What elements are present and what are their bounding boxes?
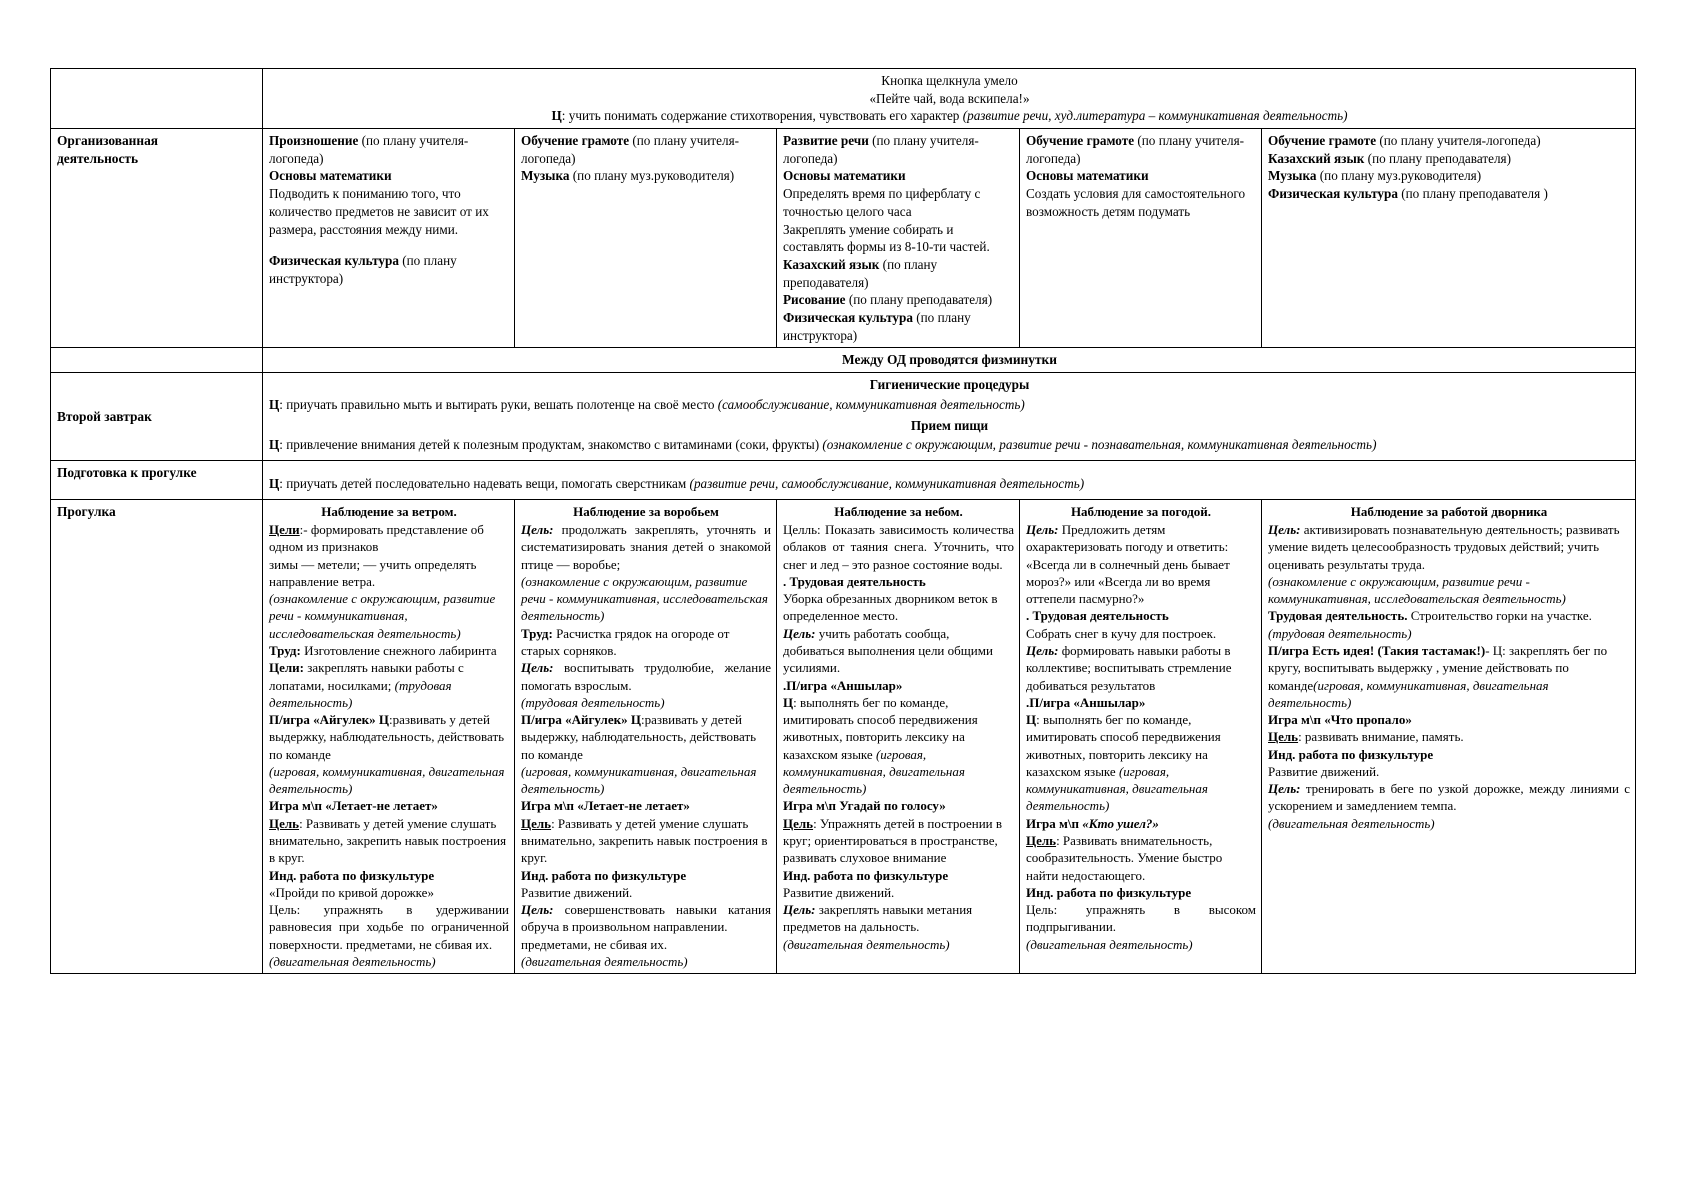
walk-block-italic: (двигательная деятельность)	[269, 954, 436, 970]
walk-block-italic-tail: (игровая, коммуникативная, двигательная деятельность)	[783, 746, 965, 797]
observation-heading: Наблюдение за работой дворника	[1350, 503, 1548, 519]
hygiene-goal-italic: (самообслуживание, коммуникативная деятельность)	[717, 396, 1025, 412]
walk-block-lead: Цель:	[1026, 642, 1059, 658]
walk-block	[1026, 884, 1256, 901]
goal-italic: (развитие речи, худ.литература – коммуникативная деятельность)	[962, 108, 1348, 124]
activity-item-title: Казахский язык	[783, 256, 880, 272]
walk-block-lead: Трудовая деятельность.	[1268, 608, 1408, 624]
fizminutki-empty-cell	[51, 348, 263, 373]
activity-item-title: Музыка	[1268, 168, 1317, 184]
walk-block-italic: (ознакомление с окружающим, развитие речи - коммуникативная, исследовательская деятельность)	[269, 591, 496, 641]
walk-block-lead: Цель:	[521, 660, 554, 676]
activity-item	[269, 185, 509, 238]
walk-block-text: Развитие движений.	[783, 884, 895, 900]
walk-prep-row	[51, 461, 1636, 500]
walk-block-text: Изготовление снежного лабиринта	[300, 642, 497, 658]
activity-item-title: Рисование	[783, 292, 846, 308]
walk-block	[521, 659, 771, 694]
walk-block	[269, 711, 509, 763]
walk-block	[521, 625, 771, 660]
walk-block	[269, 521, 509, 556]
walk-block	[1026, 694, 1256, 711]
walk-block	[521, 884, 771, 901]
oa-col-1	[263, 129, 515, 348]
walk-block-text: Цель: упражнять в удерживании равновесия при ходьбе по ограниченной поверхности. предметами, не сбивая их.	[269, 902, 509, 952]
walk-block-lead: Игра м\п	[1026, 815, 1083, 831]
walk-block-italic: (двигательная деятельность)	[1268, 815, 1435, 831]
activity-item-title: Основы математики	[1026, 168, 1149, 184]
walk-block	[269, 797, 509, 814]
walk-block	[1268, 728, 1630, 745]
observation-heading: Наблюдение за воробьем	[573, 503, 719, 519]
walk-block-lead: Игра м\п Угадай по голосу»	[783, 798, 946, 814]
walk-block-text: : выполнять бег по команде, имитировать способ передвижения животных, повторить лексику на казахском языке	[1026, 712, 1221, 779]
activity-item-title: Казахский язык	[1268, 150, 1365, 166]
walk-block	[1268, 763, 1630, 780]
walk-block-text: Развитие движений.	[1268, 763, 1380, 779]
row-label-line-1: Организованная	[57, 133, 159, 149]
walk-block	[521, 901, 771, 936]
activity-item	[269, 132, 509, 167]
walk-block-text: закреплять навыки работы с лопатами, носилками;	[269, 660, 464, 693]
walk-block-text: Целль: Показать зависимость количества облаков от таяния снега. Уточнить, что снег и лед – это разное состояние воды.	[783, 521, 1014, 572]
walk-block-lead: П/игра «Айгулек» Ц	[269, 712, 389, 728]
walk-block	[1268, 815, 1630, 832]
meal-goal-prefix: Ц	[269, 437, 280, 453]
activity-item-title: Физическая культура	[783, 309, 913, 325]
organized-activity-row	[51, 129, 1636, 348]
meal-goal	[269, 436, 1630, 454]
activity-item-title: Физическая культура	[1268, 186, 1398, 202]
walk-block	[1268, 711, 1630, 728]
walk-block-text: :развивать у детей выдержку, наблюдательность, действовать по команде	[521, 712, 757, 762]
walk-block-text: :- формировать представление об одном из признаков	[269, 521, 484, 555]
walk-block-text: : развивать внимание, память.	[1298, 729, 1464, 745]
oa-col-5	[1262, 129, 1636, 348]
poem-header-empty-cell	[51, 69, 263, 129]
activity-item	[783, 167, 1014, 185]
walk-block-italic-tail: (игровая, коммуникативная, двигательная деятельность)	[1026, 763, 1208, 814]
activity-item-title: Основы математики	[269, 168, 392, 184]
walk-block	[783, 884, 1014, 901]
poem-line-2: «Пейте чай, вода вскипела!»	[869, 90, 1030, 106]
walk-block	[783, 867, 1014, 884]
walk-block-text: предметами, не сбивая их.	[521, 936, 668, 952]
walk-block-text: «Пройди по кривой дорожке»	[269, 884, 434, 900]
row-label-organized-activity	[51, 129, 263, 348]
activity-item-detail: (по плану преподавателя )	[1397, 186, 1548, 202]
walk-block-lead: Игра м\п «Что пропало»	[1268, 712, 1412, 728]
walk-block	[1268, 780, 1630, 815]
walk-block	[1026, 832, 1256, 884]
walk-block-lead: Цель:	[1268, 781, 1301, 797]
walk-block-text: формировать навыки работы в коллективе; воспитывать стремление добиваться результатов	[1026, 642, 1232, 693]
walk-block-italic-tail: (игровая, коммуникативная, двигательная деятельность)	[1268, 677, 1549, 710]
observation-heading: Наблюдение за ветром.	[321, 503, 457, 519]
walk-block-text: :развивать у детей выдержку, наблюдательность, действовать по команде	[269, 712, 505, 762]
walk-block-text: : Развивать у детей умение слушать внимательно, закрепить навык построения в круг.	[521, 815, 768, 866]
walk-block-lead: П/игра «Айгулек» Ц	[521, 712, 641, 728]
walk-block-lead: Инд. работа по физкультуре	[1026, 884, 1192, 900]
poem-line-1: Кнопка щелкнула умело	[881, 73, 1018, 88]
walk-block-lead: П/игра Есть идея! (Такия тастамак!)	[1268, 642, 1486, 658]
activity-item-detail: Закреплять умение собирать и составлять формы из 8-10-ти частей.	[783, 221, 990, 255]
row-label-second-breakfast: Второй завтрак	[51, 373, 263, 461]
walk-block-text: : выполнять бег по команде, имитировать способ передвижения животных, повторить лексику на казахском языке	[783, 694, 978, 762]
walk-block	[1268, 642, 1630, 711]
walk-block-lead: . Трудовая деятельность	[783, 573, 926, 589]
activity-item	[269, 252, 509, 287]
activity-item	[521, 167, 771, 185]
activity-item	[1268, 132, 1630, 150]
activity-item	[1268, 167, 1630, 185]
activity-item	[783, 221, 1014, 256]
walk-block-text: : Упражнять детей в построении в круг; ориентироваться в пространстве, развивать слуховое внимание	[783, 815, 1003, 866]
activity-item-detail: (по плану инструктора)	[783, 309, 971, 343]
activity-item-detail: (по плану учителя-логопеда)	[1376, 133, 1541, 149]
second-breakfast-content	[263, 373, 1636, 461]
walk-block	[783, 694, 1014, 798]
walk-block-lead: Цель:	[1268, 521, 1301, 537]
walk-block-italic: (двигательная деятельность)	[783, 936, 950, 952]
activity-item-detail: (по плану муз.руководителя)	[569, 168, 735, 184]
fizminutki-text: Между ОД проводятся физминутки	[263, 348, 1636, 373]
walk-block-italic: (двигательная деятельность)	[1026, 936, 1193, 952]
walk-block	[1268, 521, 1630, 573]
activity-item	[783, 256, 1014, 291]
walk-block-text: Предложить детям охарактеризовать погоду и ответить: «Всегда ли в солнечный день бывает мороз?» или «Всегда ли во время оттепели пасмурно?»	[1026, 521, 1230, 607]
oa-col-3	[777, 129, 1020, 348]
walk-prep-goal-italic: (развитие речи, самообслуживание, коммуникативная деятельность)	[689, 476, 1085, 492]
walk-block-lead: Цель:	[521, 902, 554, 918]
activity-item-detail: (по плану учителя-логопеда)	[1026, 133, 1245, 166]
walk-col-1	[263, 499, 515, 974]
walk-block-lead: Цель	[783, 815, 814, 831]
activity-item-detail: (по плану учителя-логопеда)	[783, 133, 979, 166]
walk-block-lead: Цель:	[783, 625, 816, 641]
walk-block-text: зимы — метели; — учить определять направление ветра.	[269, 556, 477, 589]
meal-heading: Прием пищи	[910, 417, 989, 433]
walk-block-lead: Ц	[783, 694, 794, 710]
walk-block	[783, 590, 1014, 625]
activity-item	[1268, 150, 1630, 168]
poem-header-cell	[263, 69, 1636, 129]
walk-block	[269, 867, 509, 884]
walk-block	[1268, 607, 1630, 642]
activity-item	[1026, 167, 1256, 185]
activity-item-title: Основы математики	[783, 168, 906, 184]
poem-header-row	[51, 69, 1636, 129]
hygiene-goal-text: : приучать правильно мыть и вытирать руки, вешать полотенце на своё место	[279, 396, 718, 412]
walk-block-lead-italic: «Кто ушел?»	[1082, 815, 1159, 831]
walk-prep-goal-text: : приучать детей последовательно надевать вещи, помогать сверстникам	[279, 476, 690, 492]
observation-heading: Наблюдение за небом.	[834, 503, 963, 519]
walk-block-lead: .П/игра «Аншылар»	[783, 677, 903, 693]
walk-block-text: : Развивать внимательность, сообразительность. Умение быстро найти недостающего.	[1026, 833, 1223, 883]
activity-item-detail: (по плану преподавателя)	[1364, 150, 1512, 166]
walk-block	[269, 901, 509, 953]
activity-item	[783, 185, 1014, 220]
walk-block-lead: . Трудовая деятельность	[1026, 608, 1169, 624]
walk-col-4	[1020, 499, 1262, 974]
walk-block	[1026, 815, 1256, 832]
walk-block-italic: (игровая, коммуникативная, двигательная деятельность)	[521, 763, 757, 797]
meal-goal-italic: (ознакомление с окружающим, развитие речи - познавательная, коммуникативная деятельность)	[822, 437, 1377, 453]
walk-block-lead: Цель:	[1026, 521, 1059, 537]
walk-block	[269, 590, 509, 642]
activity-item	[783, 132, 1014, 167]
walk-block-lead: Цель	[1026, 833, 1057, 849]
activity-item-detail: (по плану инструктора)	[269, 253, 457, 286]
activity-item	[521, 132, 771, 167]
activity-item-title: Физическая культура	[269, 253, 399, 269]
walk-block-italic-tail: (трудовая деятельность)	[269, 677, 452, 710]
hygiene-goal	[269, 396, 1630, 414]
daily-plan-table	[50, 68, 1636, 974]
walk-block-lead: Ц	[1026, 712, 1037, 728]
walk-block	[521, 711, 771, 763]
observation-heading: Наблюдение за погодой.	[1070, 503, 1212, 519]
walk-block	[521, 573, 771, 625]
walk-block	[521, 763, 771, 798]
second-breakfast-row	[51, 373, 1636, 461]
walk-block-text: совершенствовать навыки катания обруча в произвольном направлении.	[521, 902, 771, 935]
walk-block	[269, 815, 509, 867]
walk-block	[783, 936, 1014, 953]
walk-block-text: учить работать сообща, добиваться выполнения цели общими усилиями.	[783, 625, 993, 676]
walk-block	[269, 642, 509, 659]
walk-block-lead: .П/игра «Аншылар»	[1026, 694, 1146, 710]
walk-block-italic: (ознакомление с окружающим, развитие речи - коммуникативная, исследовательская деятельность)	[1268, 573, 1566, 607]
walk-block	[783, 901, 1014, 936]
walk-block-text: Цель: упражнять в высоком подпрыгивании.	[1026, 902, 1256, 935]
walk-block	[269, 884, 509, 901]
walk-block-text: воспитывать трудолюбие, желание помогать взрослым.	[521, 660, 771, 693]
walk-block-lead: Игра м\п «Летает-не летает»	[269, 798, 438, 814]
walk-block	[783, 573, 1014, 590]
walk-block-lead: Цель:	[783, 902, 816, 918]
walk-block-italic: (ознакомление с окружающим, развитие речи - коммуникативная, исследовательская деятельность)	[521, 573, 768, 624]
activity-item	[1026, 185, 1256, 220]
goal-text: : учить понимать содержание стихотворения, чувствовать его характер	[561, 108, 963, 124]
walk-prep-goal	[269, 475, 1630, 493]
goal-prefix: Ц	[551, 108, 562, 124]
walk-block	[1268, 573, 1630, 608]
meal-goal-text: : привлечение внимания детей к полезным продуктам, знакомство с витаминами (соки, фрукты)	[279, 437, 823, 453]
activity-item-title: Обучение грамоте	[1268, 133, 1377, 149]
activity-item-title: Обучение грамоте	[521, 133, 630, 149]
row-label-line-2: деятельность	[57, 151, 139, 167]
walk-block	[1026, 521, 1256, 607]
walk-block	[783, 625, 1014, 677]
walk-block	[1026, 901, 1256, 936]
walk-prep-content	[263, 461, 1636, 500]
activity-item-detail: (по плану учителя-логопеда)	[269, 133, 469, 166]
walk-block-italic: (двигательная деятельность)	[521, 954, 688, 970]
walk-block	[1026, 642, 1256, 694]
walk-block-lead: Инд. работа по физкультуре	[1268, 746, 1434, 762]
walk-block	[521, 936, 771, 953]
walk-block	[783, 797, 1014, 814]
walk-block-lead: Труд:	[269, 642, 301, 658]
walk-block-text: : Развивать у детей умение слушать внимательно, закрепить навык построения в круг.	[269, 815, 507, 866]
walk-block-lead: Инд. работа по физкультуре	[783, 867, 949, 883]
oa-col-2	[515, 129, 777, 348]
walk-block	[1026, 625, 1256, 642]
walk-block	[521, 815, 771, 867]
walk-col-2	[515, 499, 777, 974]
walk-block-text: Уборка обрезанных дворником веток в определенное место.	[783, 591, 998, 624]
walk-block-text: Собрать снег в кучу для построек.	[1026, 625, 1217, 641]
row-label-walk: Прогулка	[51, 499, 263, 974]
activity-item-title: Произношение	[269, 133, 359, 149]
walk-block-lead: Инд. работа по физкультуре	[521, 867, 687, 883]
walk-block	[269, 953, 509, 970]
walk-block-text: - Ц: закреплять бег по кругу, воспитывать выдержку , умение действовать по команде	[1268, 642, 1608, 693]
activity-item-title: Развитие речи	[783, 133, 869, 149]
walk-block-lead: Игра м\п «Летает-не летает»	[521, 798, 690, 814]
activity-item-title: Обучение грамоте	[1026, 133, 1135, 149]
activity-item-title: Музыка	[521, 168, 570, 184]
spacer	[269, 238, 509, 252]
activity-item-detail: Определять время по циферблату с точностью целого часа	[783, 186, 981, 219]
walk-block-italic-tail: (трудовая деятельность)	[1268, 625, 1412, 641]
fizminutki-row	[51, 348, 1636, 373]
walk-block-text: Развитие движений.	[521, 884, 633, 900]
walk-block	[269, 659, 509, 711]
activity-item-detail: Создать условия для самостоятельного возможность детям подумать	[1026, 186, 1246, 219]
walk-block-lead: Труд:	[521, 625, 553, 641]
hygiene-heading: Гигиенические процедуры	[869, 377, 1030, 393]
walk-block	[269, 556, 509, 591]
walk-block	[521, 797, 771, 814]
activity-item-detail: (по плану учителя-логопеда)	[521, 133, 740, 166]
walk-block-lead: Инд. работа по физкультуре	[269, 867, 435, 883]
walk-block-italic: (трудовая деятельность)	[521, 694, 665, 710]
walk-block-text: тренировать в беге по узкой дорожке, между линиями с ускорением и замедлением темпа.	[1268, 781, 1631, 814]
walk-block-lead: Цель	[521, 815, 552, 831]
activity-item-detail: (по плану преподавателя)	[845, 292, 993, 308]
walk-block-text: активизировать познавательную деятельность; развивать умение видеть целесообразность трудовых действий; учить оценивать результаты труда.	[1268, 521, 1620, 572]
walk-block-lead: Цель	[1268, 729, 1299, 745]
activity-item-detail: Подводить к пониманию того, что количество предметов не зависит от их размера, расстояния между ними.	[269, 186, 489, 237]
activity-item	[1026, 132, 1256, 167]
oa-col-4	[1020, 129, 1262, 348]
walk-block-text: продолжать закреплять, уточнять и систематизировать знания детей о знакомой птице — воробье;	[521, 521, 771, 572]
walk-col-3	[777, 499, 1020, 974]
walk-block	[783, 521, 1014, 573]
row-label-walk-prep: Подготовка к прогулке	[51, 461, 263, 500]
walk-block	[521, 521, 771, 573]
walk-block-text: закреплять навыки метания предметов на дальность.	[783, 902, 973, 935]
walk-col-5	[1262, 499, 1636, 974]
walk-prep-goal-prefix: Ц	[269, 476, 280, 492]
hygiene-goal-prefix: Ц	[269, 396, 280, 412]
walk-block-italic: (игровая, коммуникативная, двигательная деятельность)	[269, 763, 505, 797]
activity-item	[783, 309, 1014, 344]
walk-block	[1268, 746, 1630, 763]
walk-block-lead: Цели	[269, 521, 300, 537]
activity-item	[269, 167, 509, 185]
walk-row	[51, 499, 1636, 974]
walk-block-text: Строительство горки на участке.	[1407, 608, 1592, 624]
walk-block-text: Расчистка грядок на огороде от старых сорняков.	[521, 625, 730, 658]
walk-block	[1026, 711, 1256, 815]
walk-block	[521, 867, 771, 884]
walk-block-lead: Цель	[269, 815, 300, 831]
activity-item	[783, 291, 1014, 309]
activity-item-detail: (по плану преподавателя)	[783, 256, 938, 290]
walk-block	[269, 763, 509, 798]
activity-item-detail: (по плану муз.руководителя)	[1316, 168, 1482, 184]
walk-block	[783, 815, 1014, 867]
walk-block	[783, 677, 1014, 694]
walk-block	[521, 953, 771, 970]
walk-block-lead: Цели:	[269, 660, 304, 676]
poem-goal-line	[269, 107, 1630, 125]
activity-item	[1268, 185, 1630, 203]
walk-block	[1026, 607, 1256, 624]
walk-block	[521, 694, 771, 711]
walk-block	[1026, 936, 1256, 953]
walk-block-lead: Цель:	[521, 521, 554, 537]
